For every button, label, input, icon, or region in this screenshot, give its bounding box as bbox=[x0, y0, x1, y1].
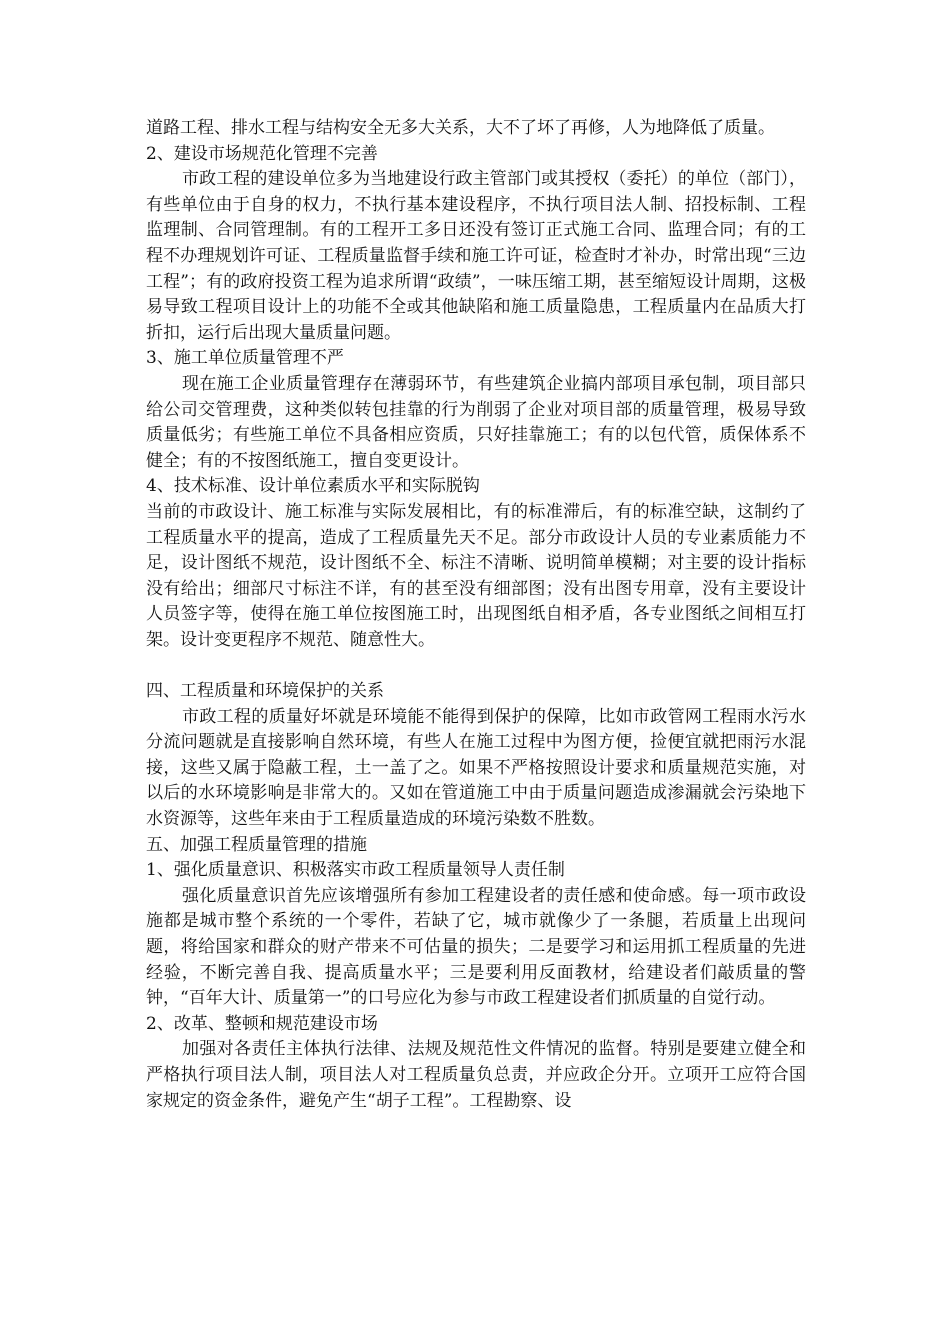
paragraph-environment: 市政工程的质量好坏就是环境能不能得到保护的保障，比如市政管网工程雨水污水分流问题就是直接影响自然环境，有些人在施工过程中为图方便，捡便宜就把雨污水混接，这些又属于隐蔽工程，土一盖了之。如果不严格按照设计要求和质量规范实施，对以后的水环境影响是非常大的。又如在管道施工中由于质量问题造成渗漏就会污染地下水资源等，这些年来由于工程质量造成的环境污染数不胜数。 bbox=[146, 706, 806, 830]
section-heading-5-1: 1、强化质量意识、积极落实市政工程质量领导人责任制 bbox=[146, 860, 565, 881]
paragraph-intro: 道路工程、排水工程与结构安全无多大关系，大不了坏了再修，人为地降低了质量。 bbox=[146, 118, 775, 138]
section-heading-2: 2、建设市场规范化管理不完善 bbox=[146, 143, 378, 164]
section-heading-4: 4、技术标准、设计单位素质水平和实际脱钩 bbox=[146, 476, 480, 497]
paragraph-awareness: 强化质量意识首先应该增强所有参加工程建设者的责任感和使命感。每一项市政设施都是城市整个系统的一个零件，若缺了它，城市就像少了一条腿，若质量上出现问题，将给国家和群众的财产带来不可估量的损失；二是要学习和运用抓工程质量的先进经验，不断完善自我、提高质量水平；三是要利用反面教材，给建设者们敲质量的警钟，“百年大计、质量第一”的口号应化为参与市政工程建设者们抓质量的自觉行动。 bbox=[146, 885, 806, 1009]
section-heading-5-2: 2、改革、整顿和规范建设市场 bbox=[146, 1013, 378, 1034]
paragraph-construction: 现在施工企业质量管理存在薄弱环节，有些建筑企业搞内部项目承包制，项目部只给公司交管理费，这种类似转包挂靠的行为削弱了企业对项目部的质量管理，极易导致质量低劣；有些施工单位不具备相应资质，只好挂靠施工；有的以包代管，质保体系不健全；有的不按图纸施工，擅自变更设计。 bbox=[146, 373, 806, 471]
chapter-heading-5: 五、加强工程质量管理的措施 bbox=[146, 834, 367, 855]
section-heading-3: 3、施工单位质量管理不严 bbox=[146, 348, 344, 369]
paragraph-market: 市政工程的建设单位多为当地建设行政主管部门或其授权（委托）的单位（部门），有些单位由于自身的权力，不执行基本建设程序，不执行项目法人制、招投标制、工程监理制、合同管理制。有的工程开工多日还没有签订正式施工合同、监理合同；有的工程不办理规划许可证、工程质量监督手续和施工许可证，检查时才补办，时常出现“三边工程”；有的政府投资工程为追求所谓“政绩”，一味压缩工期，甚至缩短设计周期，这极易导致工程项目设计上的功能不全或其他缺陷和施工质量隐患，工程质量内在品质大打折扣，运行后出现大量质量问题。 bbox=[146, 169, 806, 343]
paragraph-reform: 加强对各责任主体执行法律、法规及规范性文件情况的监督。特别是要建立健全和严格执行项目法人制，项目法人对工程质量负总责，并应政企分开。立项开工应符合国家规定的资金条件，避免产生“胡子工程”。工程勘察、设 bbox=[146, 1039, 806, 1111]
chapter-heading-4: 四、工程质量和环境保护的关系 bbox=[146, 681, 384, 702]
paragraph-standards: 当前的市政设计、施工标准与实际发展相比，有的标准滞后，有的标准空缺，这制约了工程质量水平的提高，造成了工程质量先天不足。部分市政设计人员的专业素质能力不足，设计图纸不规范，设计图纸不全、标注不清晰、说明简单模糊；对主要的设计指标没有给出；细部尺寸标注不详，有的甚至没有细部图；没有出图专用章，没有主要设计人员签字等，使得在施工单位按图施工时，出现图纸自相矛盾，各专业图纸之间相互打架。设计变更程序不规范、随意性大。 bbox=[146, 501, 806, 650]
blank-line bbox=[146, 653, 806, 679]
document-body bbox=[146, 116, 806, 1114]
